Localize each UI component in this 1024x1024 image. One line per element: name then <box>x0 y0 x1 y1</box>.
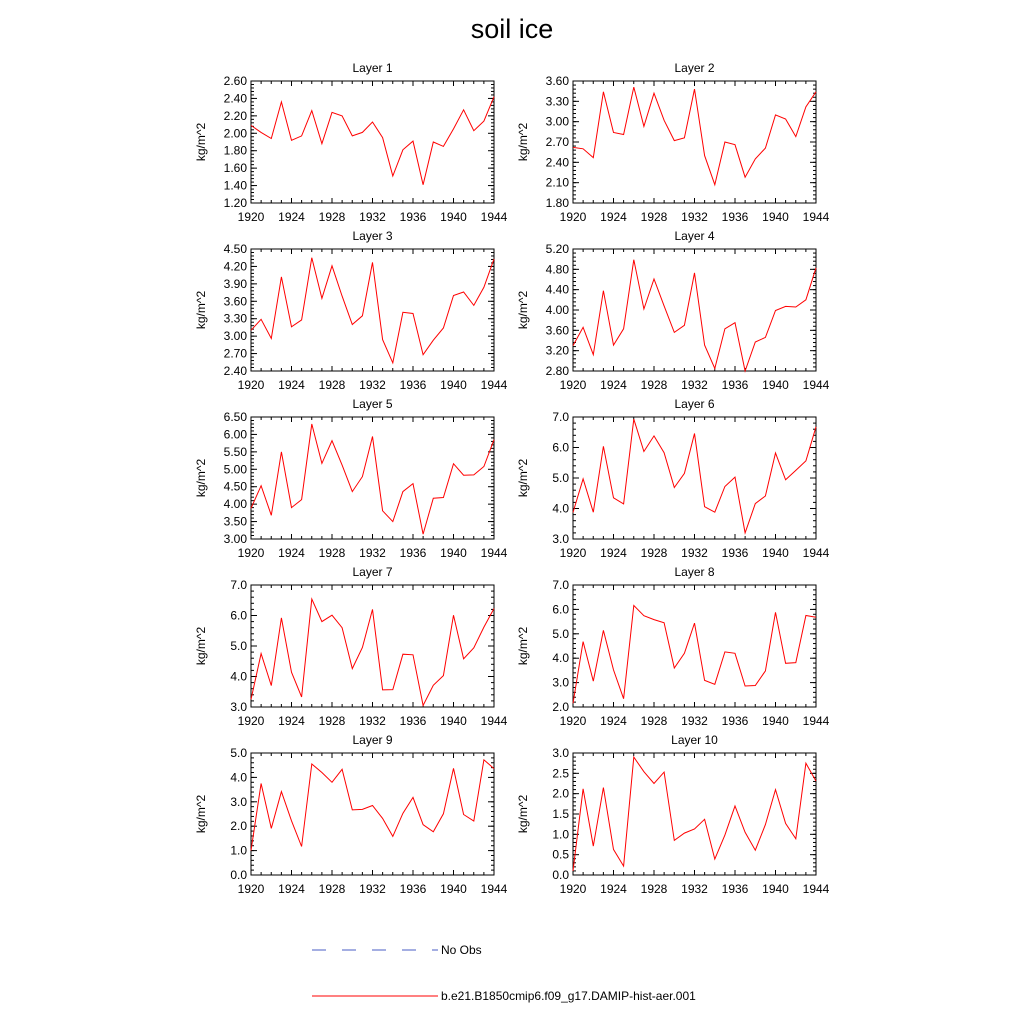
x-tick-label: 1940 <box>762 882 789 896</box>
x-tick-label: 1928 <box>640 714 668 728</box>
x-tick-label: 1928 <box>318 714 346 728</box>
x-tick-label: 1936 <box>399 378 427 392</box>
y-tick-label: 4.80 <box>545 262 569 277</box>
y-tick-label: 1.80 <box>545 196 569 210</box>
x-tick-label: 1932 <box>681 546 708 560</box>
x-tick-label: 1928 <box>318 546 346 560</box>
x-tick-label: 1928 <box>640 882 668 896</box>
x-tick-label: 1936 <box>721 882 749 896</box>
y-tick-label: 4.0 <box>552 501 569 516</box>
y-tick-label: 3.00 <box>545 114 569 129</box>
x-tick-label: 1940 <box>440 882 467 896</box>
y-tick-label: 3.00 <box>223 532 247 546</box>
y-tick-label: 7.0 <box>552 410 569 424</box>
x-tick-label: 1936 <box>399 882 427 896</box>
x-tick-label: 1920 <box>237 714 265 728</box>
series-line <box>251 424 494 534</box>
x-tick-label: 1936 <box>721 546 749 560</box>
y-tick-label: 2.40 <box>223 91 247 106</box>
plot-frame <box>573 249 816 371</box>
panel-layer-7 <box>194 565 508 728</box>
y-tick-label: 5.0 <box>552 471 569 485</box>
x-tick-label: 1924 <box>600 714 627 728</box>
x-tick-label: 1924 <box>278 546 305 560</box>
y-tick-label: 2.5 <box>552 766 569 781</box>
y-tick-label: 5.0 <box>552 626 569 641</box>
y-tick-label: 0.0 <box>230 868 247 882</box>
y-tick-label: 4.40 <box>545 282 569 297</box>
plot-frame <box>251 585 494 707</box>
panel-layer-3 <box>194 229 508 392</box>
y-tick-label: 6.0 <box>552 440 569 455</box>
y-tick-label: 3.60 <box>545 74 569 88</box>
x-tick-label: 1928 <box>640 546 668 560</box>
y-tick-label: 3.50 <box>223 514 247 529</box>
x-tick-label: 1944 <box>480 378 508 392</box>
y-tick-label: 3.00 <box>223 329 247 344</box>
x-tick-label: 1936 <box>399 210 427 224</box>
x-tick-label: 1936 <box>721 714 749 728</box>
y-tick-label: 3.0 <box>552 746 569 760</box>
panel-title: Layer 2 <box>674 61 715 75</box>
x-tick-label: 1944 <box>802 546 830 560</box>
y-tick-label: 1.60 <box>223 161 247 176</box>
series-line <box>251 599 494 706</box>
panel-title: Layer 6 <box>674 397 715 411</box>
y-tick-label: 2.80 <box>545 364 569 378</box>
y-axis-label: kg/m^2 <box>516 626 530 666</box>
y-tick-label: 2.00 <box>223 126 247 141</box>
panel-layer-8 <box>516 565 830 728</box>
y-tick-label: 2.40 <box>545 155 569 170</box>
x-tick-label: 1936 <box>399 546 427 560</box>
panel-layer-5 <box>194 397 508 560</box>
x-tick-label: 1940 <box>762 378 789 392</box>
y-tick-label: 6.50 <box>223 410 247 424</box>
y-tick-label: 1.80 <box>223 143 247 158</box>
y-tick-label: 4.0 <box>230 770 247 785</box>
series-line <box>573 419 816 533</box>
x-tick-label: 1920 <box>237 210 265 224</box>
y-axis-label: kg/m^2 <box>516 458 530 498</box>
legend-model-label: b.e21.B1850cmip6.f09_g17.DAMIP-hist-aer.001 <box>441 989 696 1003</box>
panel-layer-9 <box>194 733 508 896</box>
x-tick-label: 1920 <box>559 210 587 224</box>
x-tick-label: 1936 <box>399 714 427 728</box>
y-tick-label: 0.5 <box>552 847 569 862</box>
series-line <box>251 258 494 363</box>
y-tick-label: 3.0 <box>552 675 569 690</box>
panels-group <box>194 61 830 896</box>
panel-title: Layer 8 <box>674 565 715 579</box>
series-line <box>251 97 494 185</box>
x-tick-label: 1944 <box>802 882 830 896</box>
plot-frame <box>251 417 494 539</box>
y-tick-label: 3.60 <box>223 294 247 309</box>
y-tick-label: 5.50 <box>223 444 247 459</box>
x-tick-label: 1940 <box>762 546 789 560</box>
x-tick-label: 1940 <box>762 714 789 728</box>
panel-title: Layer 5 <box>352 397 393 411</box>
y-tick-label: 1.0 <box>552 827 569 842</box>
x-tick-label: 1924 <box>278 210 305 224</box>
x-tick-label: 1944 <box>480 714 508 728</box>
y-tick-label: 5.0 <box>230 746 247 760</box>
x-tick-label: 1924 <box>278 378 305 392</box>
y-tick-label: 6.00 <box>223 427 247 442</box>
y-tick-label: 6.0 <box>230 608 247 623</box>
x-tick-label: 1944 <box>802 714 830 728</box>
y-tick-label: 3.20 <box>545 343 569 358</box>
y-tick-label: 3.30 <box>545 94 569 109</box>
plot-frame <box>251 249 494 371</box>
x-tick-label: 1928 <box>640 378 668 392</box>
panel-title: Layer 10 <box>671 733 718 747</box>
y-tick-label: 2.70 <box>223 346 247 361</box>
y-tick-label: 1.40 <box>223 178 247 193</box>
x-tick-label: 1936 <box>721 210 749 224</box>
x-tick-label: 1924 <box>600 882 627 896</box>
x-tick-label: 1920 <box>559 882 587 896</box>
y-tick-label: 5.20 <box>545 242 569 256</box>
y-axis-label: kg/m^2 <box>194 794 208 834</box>
y-tick-label: 2.10 <box>545 175 569 190</box>
y-tick-label: 3.0 <box>230 700 247 714</box>
x-tick-label: 1920 <box>559 546 587 560</box>
x-tick-label: 1940 <box>440 546 467 560</box>
panel-layer-2 <box>516 61 830 224</box>
x-tick-label: 1944 <box>802 210 830 224</box>
x-tick-label: 1928 <box>640 210 668 224</box>
plot-frame <box>251 753 494 875</box>
y-tick-label: 2.60 <box>223 74 247 88</box>
y-tick-label: 4.20 <box>223 259 247 274</box>
x-tick-label: 1932 <box>681 714 708 728</box>
y-tick-label: 4.50 <box>223 479 247 494</box>
series-line <box>573 260 816 371</box>
legend-obs-label: No Obs <box>441 943 482 957</box>
panel-title: Layer 3 <box>352 229 393 243</box>
x-tick-label: 1940 <box>440 378 467 392</box>
x-tick-label: 1920 <box>237 546 265 560</box>
x-tick-label: 1940 <box>440 714 467 728</box>
y-tick-label: 2.0 <box>552 700 569 714</box>
panel-title: Layer 1 <box>352 61 393 75</box>
y-tick-label: 2.0 <box>230 819 247 834</box>
y-tick-label: 4.50 <box>223 242 247 256</box>
x-tick-label: 1940 <box>762 210 789 224</box>
x-tick-label: 1932 <box>359 546 386 560</box>
x-tick-label: 1944 <box>480 210 508 224</box>
y-tick-label: 4.0 <box>230 669 247 684</box>
panel-layer-10 <box>516 733 830 896</box>
x-tick-label: 1924 <box>600 546 627 560</box>
plot-frame <box>573 81 816 203</box>
y-tick-label: 1.5 <box>552 807 569 821</box>
x-tick-label: 1940 <box>440 210 467 224</box>
y-tick-label: 6.0 <box>552 602 569 617</box>
x-tick-label: 1924 <box>278 714 305 728</box>
y-tick-label: 1.20 <box>223 196 247 210</box>
x-tick-label: 1932 <box>681 378 708 392</box>
series-line <box>573 87 816 185</box>
x-tick-label: 1920 <box>237 378 265 392</box>
y-tick-label: 5.0 <box>230 639 247 653</box>
y-tick-label: 7.0 <box>552 578 569 592</box>
x-tick-label: 1936 <box>721 378 749 392</box>
plot-frame <box>251 81 494 203</box>
y-tick-label: 3.60 <box>545 323 569 338</box>
x-tick-label: 1928 <box>318 882 346 896</box>
y-axis-label: kg/m^2 <box>516 794 530 834</box>
y-tick-label: 4.0 <box>552 651 569 666</box>
x-tick-label: 1932 <box>359 714 386 728</box>
y-axis-label: kg/m^2 <box>516 122 530 162</box>
y-tick-label: 2.20 <box>223 108 247 123</box>
y-tick-label: 2.0 <box>552 786 569 801</box>
y-axis-label: kg/m^2 <box>194 122 208 162</box>
x-tick-label: 1928 <box>318 210 346 224</box>
y-tick-label: 1.0 <box>230 843 247 858</box>
x-tick-label: 1928 <box>318 378 346 392</box>
x-tick-label: 1920 <box>559 714 587 728</box>
y-axis-label: kg/m^2 <box>516 290 530 330</box>
y-tick-label: 2.70 <box>545 135 569 149</box>
x-tick-label: 1932 <box>359 210 386 224</box>
x-tick-label: 1944 <box>802 378 830 392</box>
series-line <box>251 760 494 851</box>
y-axis-label: kg/m^2 <box>194 626 208 666</box>
panel-title: Layer 4 <box>674 229 715 243</box>
y-tick-label: 3.0 <box>552 532 569 546</box>
y-tick-label: 7.0 <box>230 578 247 592</box>
x-tick-label: 1932 <box>359 882 386 896</box>
x-tick-label: 1932 <box>359 378 386 392</box>
y-axis-label: kg/m^2 <box>194 290 208 330</box>
panel-layer-1 <box>194 61 508 224</box>
y-tick-label: 3.0 <box>230 794 247 809</box>
y-tick-label: 4.00 <box>545 303 569 317</box>
x-tick-label: 1924 <box>600 210 627 224</box>
y-tick-label: 2.40 <box>223 364 247 378</box>
x-tick-label: 1932 <box>681 210 708 224</box>
x-tick-label: 1920 <box>559 378 587 392</box>
legend <box>312 943 696 1003</box>
y-tick-label: 0.0 <box>552 868 569 882</box>
series-line <box>573 757 816 871</box>
plot-frame <box>573 585 816 707</box>
x-tick-label: 1932 <box>681 882 708 896</box>
y-tick-label: 3.90 <box>223 276 247 291</box>
page-title: soil ice <box>470 14 554 44</box>
x-tick-label: 1920 <box>237 882 265 896</box>
panel-layer-4 <box>516 229 830 392</box>
x-tick-label: 1924 <box>278 882 305 896</box>
panel-title: Layer 7 <box>352 565 393 579</box>
series-line <box>573 606 816 704</box>
plot-frame <box>573 753 816 875</box>
y-tick-label: 4.00 <box>223 497 247 512</box>
panel-layer-6 <box>516 397 830 560</box>
panel-title: Layer 9 <box>352 733 393 747</box>
x-tick-label: 1944 <box>480 546 508 560</box>
y-tick-label: 3.30 <box>223 311 247 326</box>
x-tick-label: 1924 <box>600 378 627 392</box>
x-tick-label: 1944 <box>480 882 508 896</box>
y-tick-label: 5.00 <box>223 462 247 477</box>
y-axis-label: kg/m^2 <box>194 458 208 498</box>
